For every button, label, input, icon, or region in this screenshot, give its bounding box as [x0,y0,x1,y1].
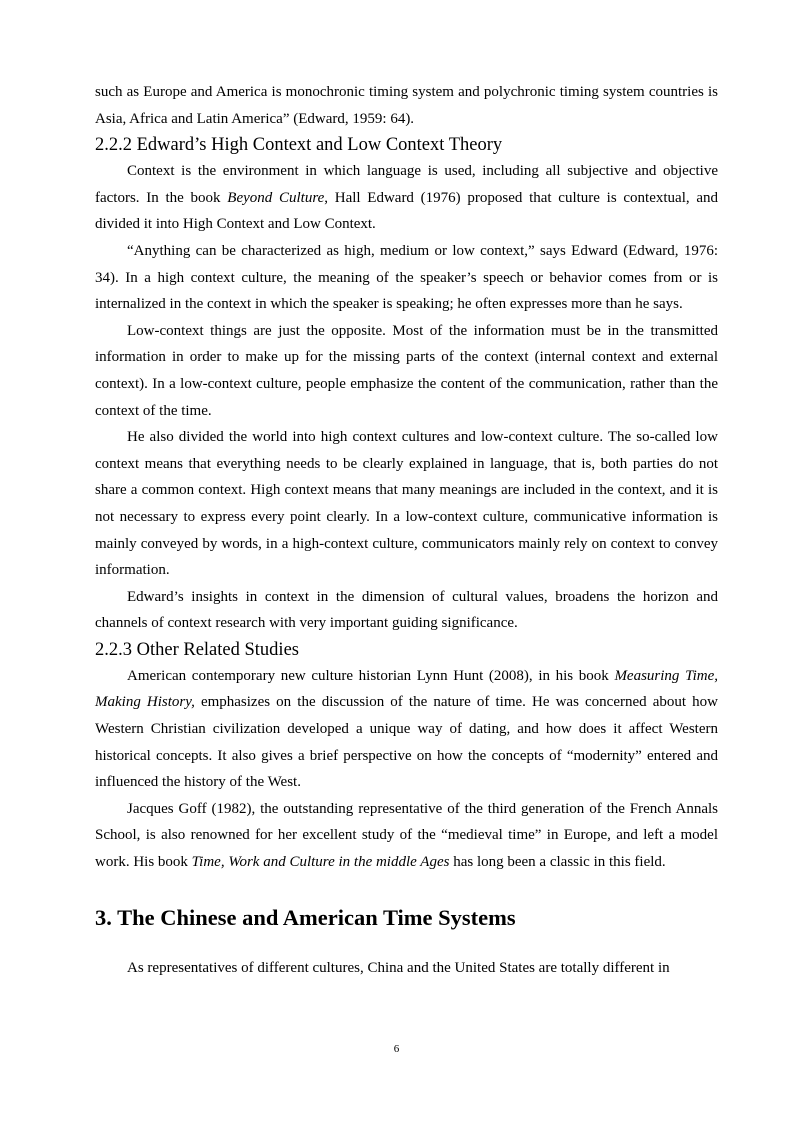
book-title: Measuring Time, Making History, [95,667,719,711]
paragraph-text: Context is the environment in which language is used, including all subjective and objective factors. In the book [95,163,718,206]
paragraph-jacques-goff [95,796,718,876]
book-title: Time, Work and Culture in the middle Ages [191,854,450,871]
paragraph-continuation: such as Europe and America is monochronic timing system and polychronic timing system countries is Asia, Africa and Latin America” (Edward, 1959: 64). [95,84,718,127]
paragraph-low-context: Low-context things are just the opposite. Most of the information must be in the transmitted information in order to make up for the missing parts of the context (internal context and external context). In a low-context culture, people emphasize the content of the communication, rather than the context of the time. [95,322,718,419]
paragraph-text: has long been a classic in this field. [449,854,666,871]
paragraph-text: , Hall Edward (1976) proposed that culture is contextual, and divided it into High Context and Low Context. [95,189,718,233]
section-heading-2-2-3: 2.2.3 Other Related Studies [95,639,299,660]
chapter-heading-3: 3. The Chinese and American Time Systems [95,904,516,930]
paragraph-world-division: He also divided the world into high context cultures and low-context culture. The so-called low context means that everything needs to be clearly explained in language, that is, both parties do not share a common context. High context means that many meanings are included in the context, and it is not necessary to express every point clearly. In a low-context culture, communicative information is mainly conveyed by words, in a high-context culture, communicators mainly rely on context to convey information. [95,429,718,579]
paragraph-edward-insights: Edward’s insights in context in the dimension of cultural values, broadens the horizon and channels of context research with very important guiding significance. [95,588,718,632]
paragraph-chapter3-intro: As representatives of different cultures, China and the United States are totally different in [127,959,670,976]
section-heading-2-2-2: 2.2.2 Edward’s High Context and Low Context Theory [95,135,503,156]
paragraph-context-definition [95,158,718,238]
page-number: 6 [393,1043,400,1055]
book-title: Beyond Culture [227,189,325,206]
document-body [95,79,718,981]
paragraph-high-context: “Anything can be characterized as high, medium or low context,” says Edward (Edward, 1976: 34). In a high context culture, the meaning of the speaker’s speech or behavior comes from or is internalized in the context in which the speaker is speaking; he often expresses more than he says. [95,242,718,313]
paragraph-text: Jacques Goff (1982), the outstanding representative of the third generation of the French Annals School, is also renowned for her excellent study of the “medieval time” in Europe, and left a model work. His book [95,800,718,871]
paragraph-lynn-hunt [95,663,718,796]
paragraph-text: emphasizes on the discussion of the nature of time. He was concerned about how Western Christian civilization developed a unique way of dating, and how does it affect Western historical concepts. It also gives a brief perspective on how the concepts of “modernity” entered and influenced the history of the West. [95,694,718,791]
paragraph-text: American contemporary new culture historian Lynn Hunt (2008), in his book [127,667,615,684]
